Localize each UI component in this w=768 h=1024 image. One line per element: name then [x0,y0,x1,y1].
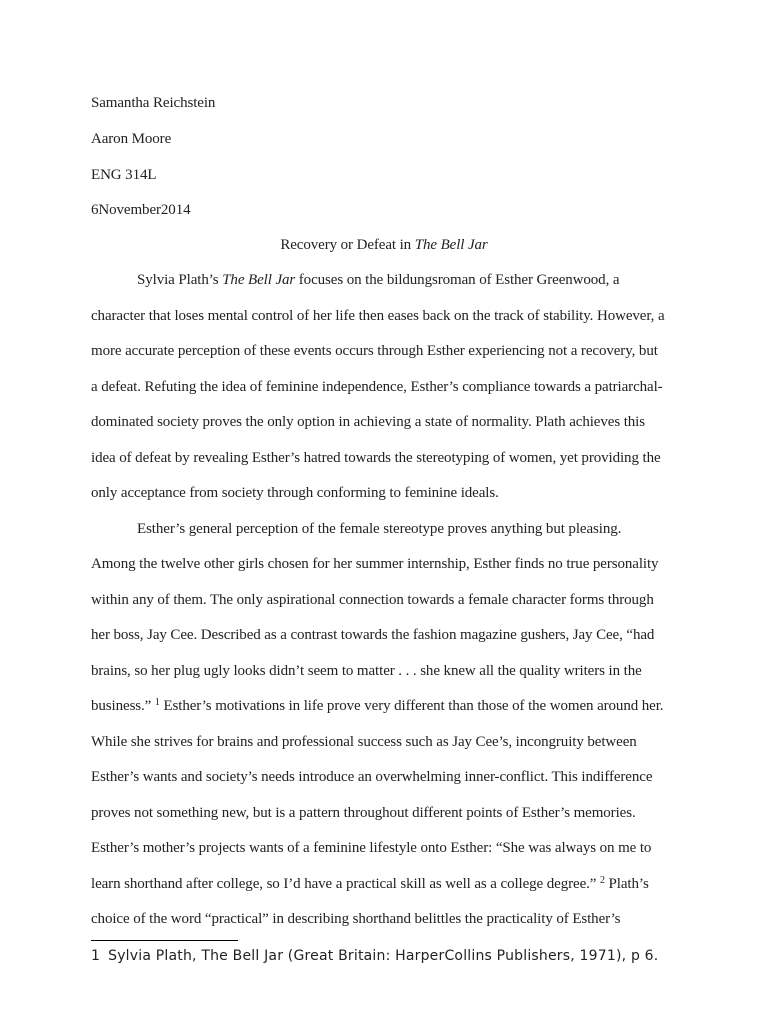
body-line: more accurate perception of these events occurs through Esther experiencing not a recovery, but [91,343,658,359]
footnote-ref[interactable]: 1 [154,697,160,708]
text-run: focuses on the bildungsroman of Esther Greenwood, a [295,272,620,288]
italic-run: The Bell Jar [222,272,296,288]
footnote-text: Sylvia Plath, The Bell Jar (Great Britain: HarperCollins Publishers, 1971), p 6. [108,948,659,964]
footnote-ref[interactable]: 2 [600,875,605,886]
footnote-number: 1 [91,948,101,964]
body-line: While she strives for brains and professional success such as Jay Cee’s, incongruity between [91,734,637,750]
text-run: Sylvia Plath’s [137,272,223,288]
body-line: proves not something new, but is a pattern throughout different points of Esther’s memories. [91,805,636,821]
body-line: a defeat. Refuting the idea of feminine independence, Esther’s compliance towards a patriarchal- [91,379,663,395]
body-line [91,874,691,894]
body-line: Esther’s mother’s projects wants of a feminine lifestyle onto Esther: “She was always on me to [91,840,652,856]
text-run: business.” [91,698,155,714]
body-line: Esther’s general perception of the female stereotype proves anything but pleasing. [137,521,622,537]
title-italic: The Bell Jar [414,237,488,253]
footnote [91,946,691,966]
course-code: ENG 314L [91,167,157,183]
title-prefix: Recovery or Defeat in [280,237,415,253]
body-line: idea of defeat by revealing Esther’s hatred towards the stereotyping of women, yet providing the [91,450,661,466]
body-line: character that loses mental control of her life then eases back on the track of stability. However, a [91,308,665,324]
body-line [91,696,691,716]
author-name: Samantha Reichstein [91,95,216,111]
text-run: Esther’s motivations in life prove very different than those of the women around her. [159,698,664,714]
body-line: dominated society proves the only option in achieving a state of normality. Plath achieves this [91,414,645,430]
instructor-name: Aaron Moore [91,131,172,147]
body-line [137,270,737,290]
body-line: only acceptance from society through conforming to feminine ideals. [91,485,499,501]
body-line: within any of them. The only aspirational connection towards a female character forms through [91,592,654,608]
body-line: Among the twelve other girls chosen for her summer internship, Esther finds no true personality [91,556,659,572]
text-run: learn shorthand after college, so I’d have a practical skill as well as a college degree.” [91,876,600,892]
text-run: Plath’s [604,876,649,892]
body-line: Esther’s wants and society’s needs introduce an overwhelming inner-conflict. This indifference [91,769,653,785]
body-line: her boss, Jay Cee. Described as a contrast towards the fashion magazine gushers, Jay Cee, “had [91,627,655,643]
date-line: 6November2014 [91,202,191,218]
body-line: choice of the word “practical” in describing shorthand belittles the practicality of Esther’s [91,911,621,927]
essay-title [0,235,768,255]
body-line: brains, so her plug ugly looks didn’t seem to matter . . . she knew all the quality writers in the [91,663,642,679]
footnote-divider [91,940,238,941]
